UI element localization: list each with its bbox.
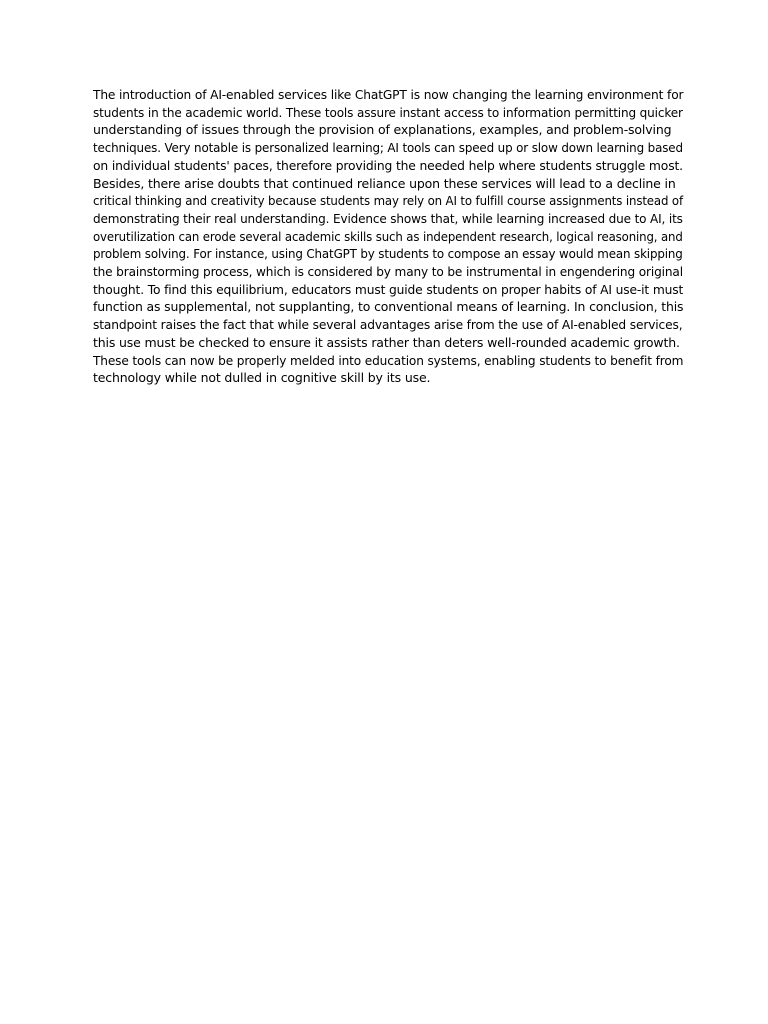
- paragraph-line: function as supplemental, not supplanting, to conventional means of learning. In conclusion, this: [93, 299, 684, 315]
- paragraph-line: students in the academic world. These tools assure instant access to information permitting quicker: [93, 104, 683, 120]
- paragraph-line: understanding of issues through the provision of explanations, examples, and problem-solving: [93, 122, 672, 138]
- paragraph-line: These tools can now be properly melded into education systems, enabling students to benefit from: [93, 352, 684, 368]
- paragraph-line: this use must be checked to ensure it assists rather than deters well-rounded academic growth.: [93, 334, 680, 350]
- paragraph-line: The introduction of AI-enabled services like ChatGPT is now changing the learning environment for: [93, 87, 684, 102]
- paragraph-line: thought. To find this equilibrium, educators must guide students on proper habits of AI use-it must: [93, 281, 684, 297]
- paragraph-line: the brainstorming process, which is considered by many to be instrumental in engendering original: [93, 264, 683, 280]
- paragraph-line: problem solving. For instance, using ChatGPT by students to compose an essay would mean skipping: [93, 246, 683, 262]
- paragraph-line: technology while not dulled in cognitive skill by its use.: [93, 370, 431, 386]
- paragraph-line: critical thinking and creativity because students may rely on AI to fulfill course assignments instead of: [93, 193, 684, 209]
- paragraph-line: Besides, there arise doubts that continued reliance upon these services will lead to a decline in: [93, 175, 676, 191]
- paragraph-line: standpoint raises the fact that while several advantages arise from the use of AI-enabled services,: [93, 317, 683, 333]
- body-paragraph: [93, 86, 683, 387]
- paragraph-line: demonstrating their real understanding. Evidence shows that, while learning increased due to AI, its: [93, 210, 683, 226]
- paragraph-line: on individual students' paces, therefore providing the needed help where students struggle most.: [93, 157, 683, 173]
- paragraph-line: overutilization can erode several academic skills such as independent research, logical reasoning, and: [93, 228, 683, 244]
- paragraph-line: techniques. Very notable is personalized learning; AI tools can speed up or slow down learning based: [93, 140, 683, 156]
